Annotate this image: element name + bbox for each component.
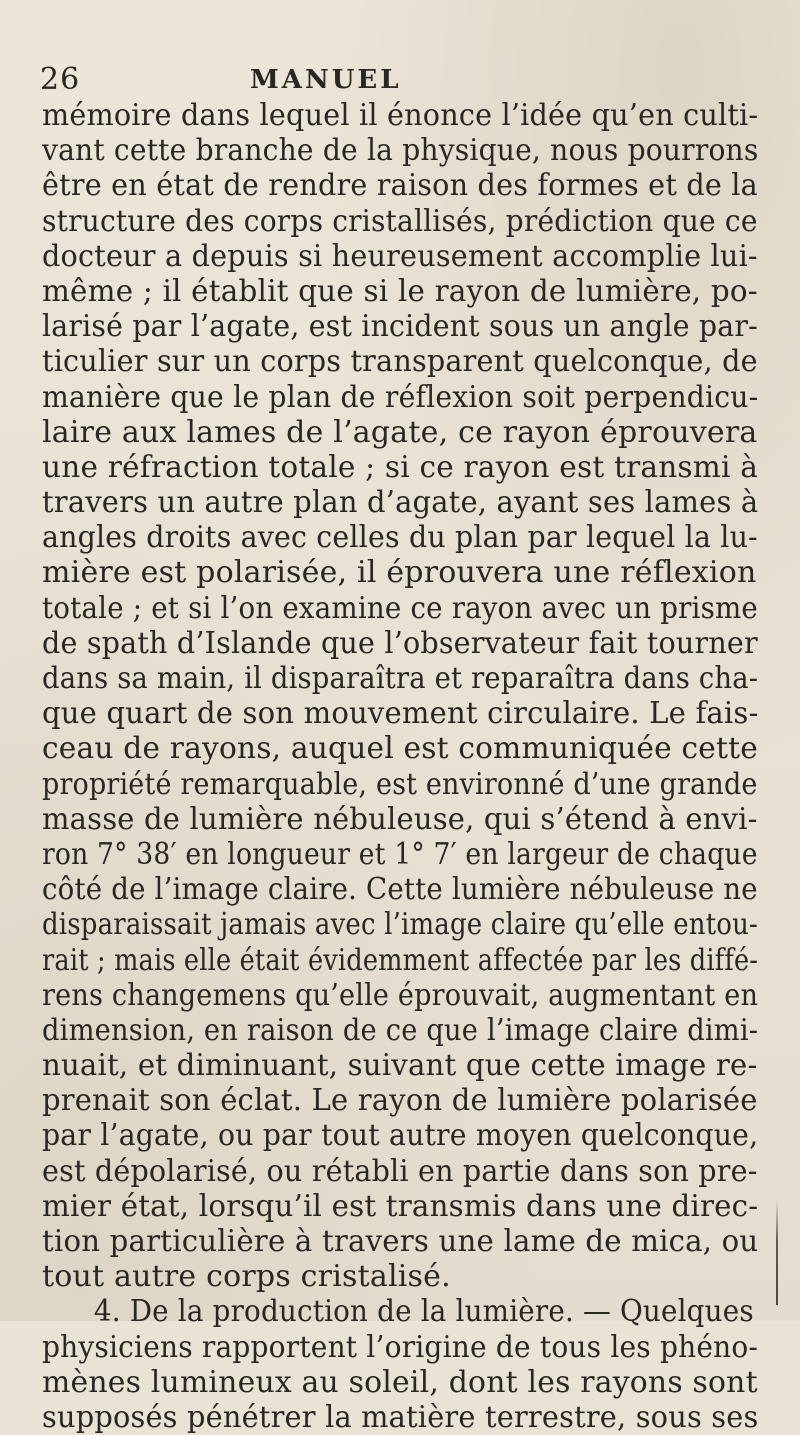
text-line: rait ; mais elle était évidemment affectée par les diffé- bbox=[42, 942, 759, 978]
text-line: de spath d’Islande que l’observateur fait tourner bbox=[42, 625, 758, 661]
text-line: totale ; et si l’on examine ce rayon avec un prisme bbox=[42, 590, 758, 626]
text-line: docteur a depuis si heureusement accomplie lui- bbox=[42, 238, 758, 274]
text-line: disparaissait jamais avec l’image claire qu’elle entou- bbox=[42, 907, 758, 943]
text-line: dimension, en raison de ce que l’image claire dimi- bbox=[42, 1012, 759, 1048]
text-line: rens changemens qu’elle éprouvait, augmentant en bbox=[42, 977, 759, 1013]
text-line: physiciens rapportent l’origine de tous les phéno- bbox=[42, 1329, 759, 1365]
text-line: par l’agate, ou par tout autre moyen quelconque, bbox=[42, 1118, 759, 1154]
body-text bbox=[42, 98, 762, 1435]
text-line: mémoire dans lequel il énonce l’idée qu’en culti- bbox=[42, 98, 759, 133]
text-line: prenait son éclat. Le rayon de lumière polarisée bbox=[42, 1083, 758, 1119]
section-heading-line: 4. De la production de la lumière. — Quelques bbox=[93, 1294, 754, 1330]
text-line: mier état, lorsqu’il est transmis dans une direc- bbox=[42, 1188, 759, 1224]
text-line: supposés pénétrer la matière terrestre, sous ses bbox=[42, 1399, 759, 1435]
text-line: manière que le plan de réflexion soit perpendicu- bbox=[42, 379, 759, 415]
text-line: tout autre corps cristalisé. bbox=[42, 1259, 451, 1295]
text-line: dans sa main, il disparaîtra et reparaîtra dans cha- bbox=[42, 661, 759, 696]
page-header bbox=[40, 60, 760, 100]
text-line: propriété remarquable, est environné d’une grande bbox=[42, 766, 758, 802]
text-line: masse de lumière nébuleuse, qui s’étend à envi- bbox=[42, 801, 758, 837]
page-number: 26 bbox=[40, 62, 81, 97]
text-line: angles droits avec celles du plan par lequel la lu- bbox=[42, 520, 758, 556]
text-line: côté de l’image claire. Cette lumière nébuleuse ne bbox=[42, 872, 758, 908]
text-line: même ; il établit que si le rayon de lumière, po- bbox=[42, 273, 758, 309]
text-line: que quart de son mouvement circulaire. Le fais- bbox=[42, 696, 759, 732]
text-line: nuait, et diminuant, suivant que cette image re- bbox=[42, 1048, 758, 1084]
text-line: travers un autre plan d’agate, ayant ses lames à bbox=[42, 485, 759, 521]
text-line: ron 7° 38′ en longueur et 1° 7′ en largeur de chaque bbox=[42, 836, 758, 872]
text-line: une réfraction totale ; si ce rayon est transmi à bbox=[42, 449, 759, 485]
text-line: larisé par l’agate, est incident sous un angle par- bbox=[42, 309, 758, 345]
page-crease bbox=[776, 1200, 778, 1305]
running-title: MANUEL bbox=[250, 65, 402, 95]
text-line: être en état de rendre raison des formes et de la bbox=[42, 168, 758, 204]
text-line: ticulier sur un corps transparent quelconque, de bbox=[42, 344, 758, 380]
text-line: vant cette branche de la physique, nous pourrons bbox=[42, 133, 759, 169]
text-line: tion particulière à travers une lame de mica, ou bbox=[42, 1224, 759, 1259]
text-line: laire aux lames de l’agate, ce rayon éprouvera bbox=[42, 414, 758, 450]
text-line: est dépolarisé, ou rétabli en partie dans son pre- bbox=[42, 1153, 758, 1189]
text-line: mènes lumineux au soleil, dont les rayons sont bbox=[42, 1364, 758, 1400]
text-line: mière est polarisée, il éprouvera une réflexion bbox=[42, 555, 757, 591]
text-line: ceau de rayons, auquel est communiquée cette bbox=[42, 731, 758, 767]
text-line: structure des corps cristallisés, prédiction que ce bbox=[42, 203, 758, 239]
